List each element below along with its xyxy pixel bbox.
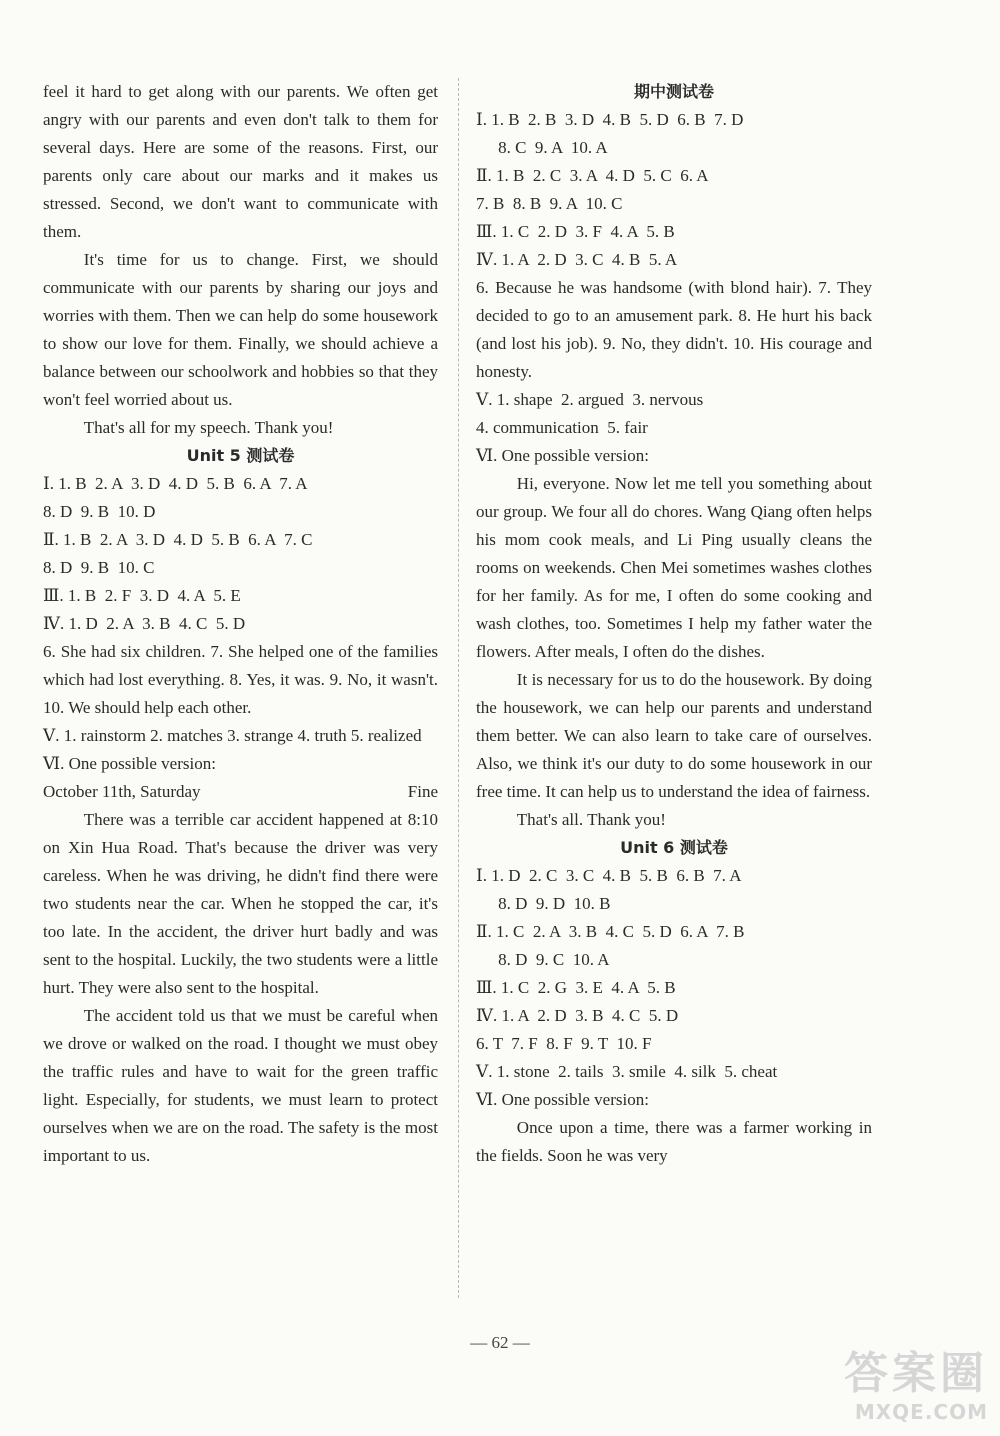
answer-line: Ⅰ. 1. B 2. A 3. D 4. D 5. B 6. A 7. A <box>43 474 308 493</box>
answer-line: 4. communication 5. fair <box>476 418 648 437</box>
answer-line: Ⅲ. 1. C 2. G 3. E 4. A 5. B <box>476 978 676 997</box>
answer-line: 8. D 9. D 10. B <box>498 894 611 913</box>
watermark-url: MXQE.COM <box>854 1400 988 1424</box>
essay-paragraph: It is necessary for us to do the housework. By doing the housework, we can help our parents and understand them better. We can also learn to take care of ourselves. Also, we think it's our duty to do some housework in our free time. It can help us to understand the idea of fairness. <box>476 670 872 801</box>
answer-text: Ⅴ. 1. rainstorm 2. matches 3. strange 4. truth 5. realized <box>43 726 422 745</box>
essay-paragraph: Hi, everyone. Now let me tell you something about our group. We four all do chores. Wang Qiang often helps his mom cook meals, and Li Ping usually cleans the rooms on weekends. Chen Mei sometimes washes clothes for her family. As for me, I often do some cooking and wash clothes, too. Sometimes I help my father water the flowers. After meals, I often do the dishes. <box>476 474 872 661</box>
answer-line: Ⅳ. 1. D 2. A 3. B 4. C 5. D <box>43 614 246 633</box>
answer-line: 8. D 9. B 10. D <box>43 502 156 521</box>
unit5-heading: Unit 5 测试卷 <box>186 446 295 465</box>
answer-line: 8. C 9. A 10. A <box>498 138 608 157</box>
answer-text: 6. She had six children. 7. She helped one of the families which had lost everything. 8. Yes, it was. 9. No, it wasn't. 10. We should help each other. <box>43 642 438 717</box>
answer-line: Ⅴ. 1. shape 2. argued 3. nervous <box>476 390 704 409</box>
answer-line: Ⅲ. 1. B 2. F 3. D 4. A 5. E <box>43 586 241 605</box>
answer-line: Ⅰ. 1. B 2. B 3. D 4. B 5. D 6. B 7. D <box>476 110 744 129</box>
essay-paragraph: The accident told us that we must be careful when we drove or walked on the road. I thought we must obey the traffic rules and have to wait for the green traffic light. Especially, for students, we must learn to protect ourselves when we are on the road. The safety is the most important to us. <box>43 1006 438 1165</box>
answer-line: Ⅳ. 1. A 2. D 3. C 4. B 5. A <box>476 250 678 269</box>
left-column <box>43 78 438 1170</box>
column-divider <box>458 78 459 1298</box>
answer-line: Ⅱ. 1. B 2. C 3. A 4. D 5. C 6. A <box>476 166 709 185</box>
diary-weather: Fine <box>407 782 438 801</box>
section-label: Ⅵ. One possible version: <box>476 1090 649 1109</box>
essay-paragraph: There was a terrible car accident happened at 8:10 on Xin Hua Road. That's because the driver was very careless. When he was driving, he didn't find there were two students near the car. When he stopped the car, it's too late. In the accident, the driver hurt badly and was sent to the hospital. Luckily, the two students were a little hurt. They were also sent to the hospital. <box>43 810 438 997</box>
answer-line: Ⅱ. 1. C 2. A 3. B 4. C 5. D 6. A 7. B <box>476 922 745 941</box>
answer-line: Ⅴ. 1. stone 2. tails 3. smile 4. silk 5. cheat <box>476 1062 778 1081</box>
essay-paragraph: Once upon a time, there was a farmer working in the fields. Soon he was very <box>476 1118 872 1165</box>
watermark-logo-text: 答案圈 <box>844 1348 988 1399</box>
answer-line: Ⅳ. 1. A 2. D 3. B 4. C 5. D <box>476 1006 679 1025</box>
essay-paragraph: feel it hard to get along with our parents. We often get angry with our parents and even don't talk to them for several days. Here are some of the reasons. First, our parents only care about our marks and it makes us stressed. Second, we don't want to communicate with them. <box>43 82 438 241</box>
watermark-logo <box>758 1348 988 1428</box>
essay-closing: That's all. Thank you! <box>516 810 666 829</box>
unit6-heading: Unit 6 测试卷 <box>620 838 728 857</box>
essay-closing: That's all for my speech. Thank you! <box>83 418 334 437</box>
answer-line: Ⅰ. 1. D 2. C 3. C 4. B 5. B 6. B 7. A <box>476 866 742 885</box>
diary-header <box>43 778 438 806</box>
answer-line: Ⅱ. 1. B 2. A 3. D 4. D 5. B 6. A 7. C <box>43 530 313 549</box>
answer-line: 6. T 7. F 8. F 9. T 10. F <box>476 1034 652 1053</box>
answer-line: 7. B 8. B 9. A 10. C <box>476 194 623 213</box>
diary-date: October 11th, Saturday <box>43 782 201 801</box>
right-column <box>476 78 872 1170</box>
essay-paragraph: It's time for us to change. First, we should communicate with our parents by sharing our joys and worries with them. Then we can help do some housework to show our love for them. Finally, we should achieve a balance between our schoolwork and hobbies so that they won't feel worried about us. <box>43 250 438 409</box>
midterm-heading: 期中测试卷 <box>633 82 714 101</box>
answer-line: 8. D 9. B 10. C <box>43 558 155 577</box>
answer-line: Ⅲ. 1. C 2. D 3. F 4. A 5. B <box>476 222 675 241</box>
answer-text: 6. Because he was handsome (with blond hair). 7. They decided to go to an amusement park. 8. He hurt his back (and lost his job). 9. No, they didn't. 10. His courage and honesty. <box>476 278 872 381</box>
section-label: Ⅵ. One possible version: <box>476 446 649 465</box>
section-label: Ⅵ. One possible version: <box>43 754 216 773</box>
answer-line: 8. D 9. C 10. A <box>498 950 610 969</box>
page-number: — 62 — <box>470 1333 530 1352</box>
